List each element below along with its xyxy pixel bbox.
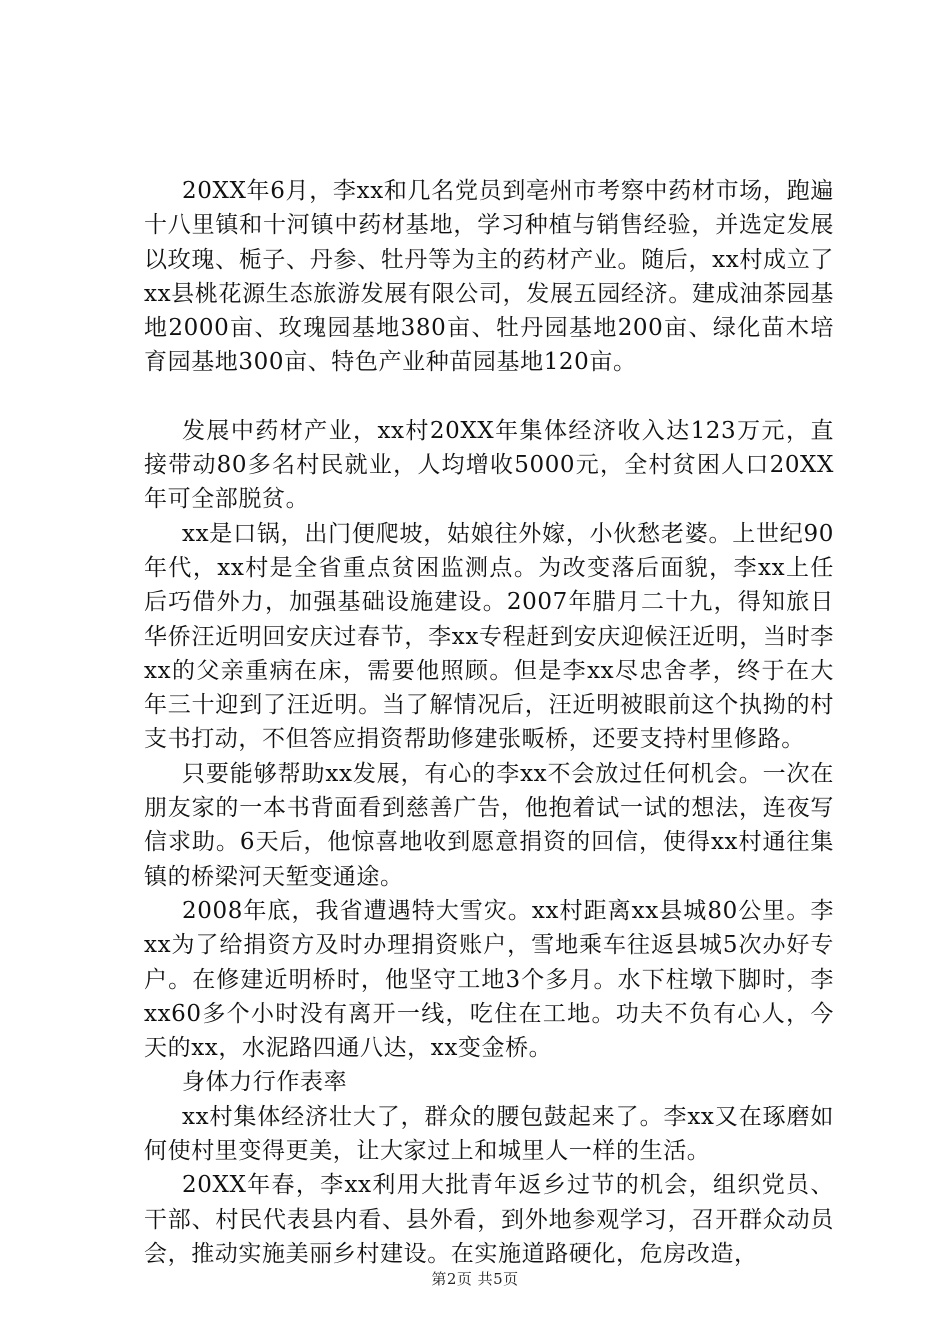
section-heading: 身体力行作表率 (182, 1069, 348, 1096)
page-number-footer: 第2页 共5页 (431, 1270, 519, 1288)
paragraph-charity-help: 只要能够帮助xx发展，有心的李xx不会放过任何机会。一次在朋友家的一本书背面看到慈善广告，他抱着试一试的想法，连夜写信求助。6天后，他惊喜地收到愿意捐资的回信，使得xx村通往集镇的桥梁河天堑变通途。 (144, 760, 834, 890)
paragraph-economic-results: 发展中药材产业，xx村20XX年集体经济收入达123万元，直接带动80多名村民就业，人均增收5000元，全村贫困人口20XX年可全部脱贫。 (144, 417, 834, 513)
paragraph-village-beauty: xx村集体经济壮大了，群众的腰包鼓起来了。李xx又在琢磨如何使村里变得更美，让大家过上和城里人一样的生活。 (144, 1103, 834, 1165)
paragraph-snow-disaster: 2008年底，我省遭遇特大雪灾。xx村距离xx县城80公里。李xx为了给捐资方及时办理捐资账户，雪地乘车往返县城5次办好专户。在修建近明桥时，他坚守工地3个多月。水下柱墩下脚时，李xx60多个小时没有离开一线，吃住在工地。功夫不负有心人，今天的xx，水泥路四通八达，xx变金桥。 (144, 897, 834, 1062)
paragraph-infrastructure: xx是口锅，出门便爬坡，姑娘往外嫁，小伙愁老婆。上世纪90年代，xx村是全省重点贫困监测点。为改变落后面貌，李xx上任后巧借外力，加强基础设施建设。2007年腊月二十九，得知旅日华侨汪近明回安庆过春节，李xx专程赶到安庆迎候汪近明，当时李xx的父亲重病在床，需要他照顾。但是李xx尽忠舍孝，终于在大年三十迎到了汪近明。当了解情况后，汪近明被眼前这个执拗的村支书打动，不但答应捐资帮助修建张畈桥，还要支持村里修路。 (144, 520, 834, 753)
document-body (144, 174, 834, 1271)
paragraph-rural-construction: 20XX年春，李xx利用大批青年返乡过节的机会，组织党员、干部、村民代表县内看、县外看，到外地参观学习，召开群众动员会，推动实施美丽乡村建设。在实施道路硬化，危房改造， (144, 1172, 834, 1267)
paragraph-herb-industry: 20XX年6月，李xx和几名党员到亳州市考察中药材市场，跑遍十八里镇和十河镇中药材基地，学习种植与销售经验，并选定发展以玫瑰、栀子、丹参、牡丹等为主的药材产业。随后，xx村成立了xx县桃花源生态旅游发展有限公司，发展五园经济。建成油茶园基地2000亩、玫瑰园基地380亩、牡丹园基地200亩、绿化苗木培育园基地300亩、特色产业种苗园基地120亩。 (144, 178, 834, 376)
